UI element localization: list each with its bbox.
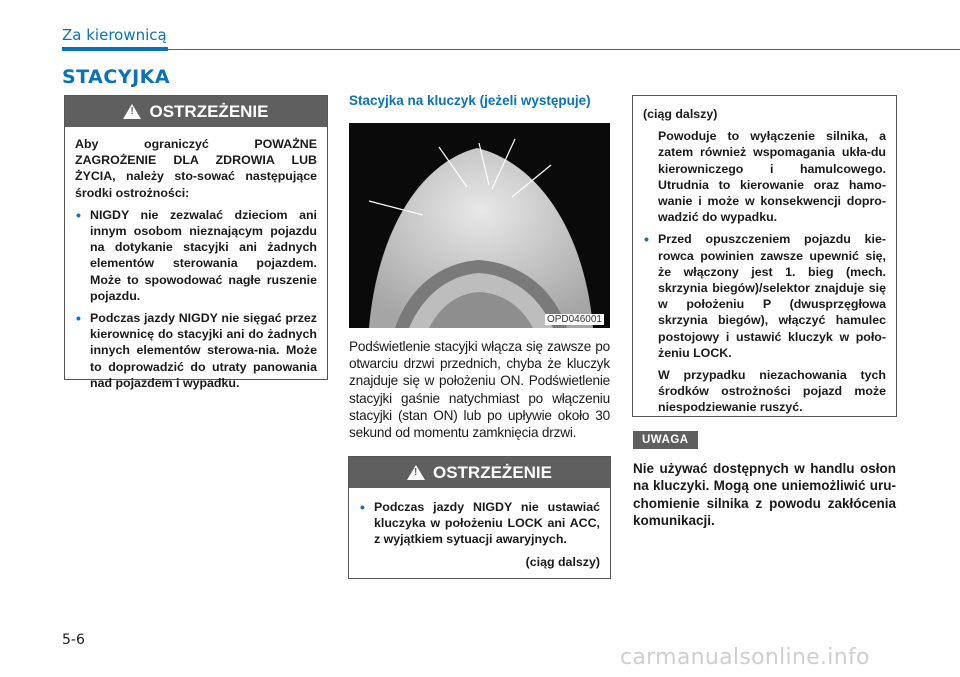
section-header: Za kierownicą <box>62 26 167 44</box>
page-title: STACYJKA <box>62 66 171 88</box>
warning-triangle-icon <box>407 465 425 480</box>
note-badge: UWAGA <box>633 431 698 449</box>
watermark: carmanualsonline.info <box>620 645 870 670</box>
ignition-switch-illustration <box>349 123 610 328</box>
note-text: Nie używać dostępnych w handlu osłon na kluczyki. Mogą one uniemożliwić uru-chomienie silnika z powodu zakłócenia komunikacji. <box>633 461 896 529</box>
body-paragraph: Podświetlenie stacyjki włącza się zawsze po otwarciu drzwi przednich, chyba że kluczyk znajduje się w położeniu ON. Podświetlenie stacyjki gaśnie natychmiast po włączeniu stacyjki (stan ON) lub po upływie około 30 sekund od momentu zamknięcia drzwi. <box>349 339 610 441</box>
warning-paragraph: Powoduje to wyłączenie silnika, a zatem również wspomagania ukła-du kierowniczego i hamulcowego. Utrudnia to kierowanie oraz hamo-wanie i może w konsekwencji dopro-wadzić do wypadku. <box>658 129 886 225</box>
warning-box-middle <box>348 456 611 579</box>
continued-header: (ciąg dalszy) <box>643 107 718 121</box>
continued-label: (ciąg dalszy) <box>525 554 600 569</box>
warning-header <box>349 457 610 488</box>
warning-header <box>65 96 327 127</box>
subsection-title: Stacyjka na kluczyk (jeżeli występuje) <box>349 93 591 108</box>
warning-intro: Aby ograniczyć POWAŻNE ZAGROŻENIE DLA ZDROWIA LUB ŻYCIA, należy sto-sować następujące środki ostrożności: <box>75 137 317 200</box>
warning-bullet: • Przed opuszczeniem pojazdu kie-rowca powinien zawsze upewnić się, że włączony jest 1. bieg (mech. skrzynia biegów)/selektor znajduje się w położeniu P (dwusprzęgłowa skrzynia biegów), włączyć hamulec postojowy i ustawić kluczyk w poło-żeniu LOCK. <box>643 231 886 361</box>
warning-label: OSTRZEŻENIE <box>149 101 269 121</box>
header-rule-accent <box>62 47 168 51</box>
warning-triangle-icon <box>123 104 141 119</box>
warning-box-left <box>64 95 328 390</box>
warning-bullet: • NIGDY nie zezwalać dzieciom ani innym osobom nieznającym pojazdu na dotykanie stacyjki ani żadnych elementów sterowania pojazdem. Może to spowodować nagłe ruszenie pojazdu. <box>75 207 317 304</box>
ignition-switch-photo <box>349 123 610 328</box>
header-rule <box>62 49 960 50</box>
warning-bullet: • Podczas jazdy NIGDY nie sięgać przez kierownicę do stacyjki ani do żadnych innych elementów sterowa-nia. Może to doprowadzić do utraty panowania nad pojazdem i wypadku. <box>75 310 317 391</box>
warning-box-right <box>632 95 897 417</box>
page-number: 5-6 <box>62 632 85 648</box>
warning-bullet: • Podczas jazdy NIGDY nie ustawiać kluczyka w położeniu LOCK ani ACC, z wyjątkiem sytuacji awaryjnych. <box>359 499 600 548</box>
warning-label: OSTRZEŻENIE <box>432 462 552 482</box>
warning-paragraph: W przypadku niezachowania tych środków ostrożności pojazd może niespodziewanie ruszyć. <box>658 368 886 415</box>
image-code: OPD046001 <box>546 314 602 325</box>
